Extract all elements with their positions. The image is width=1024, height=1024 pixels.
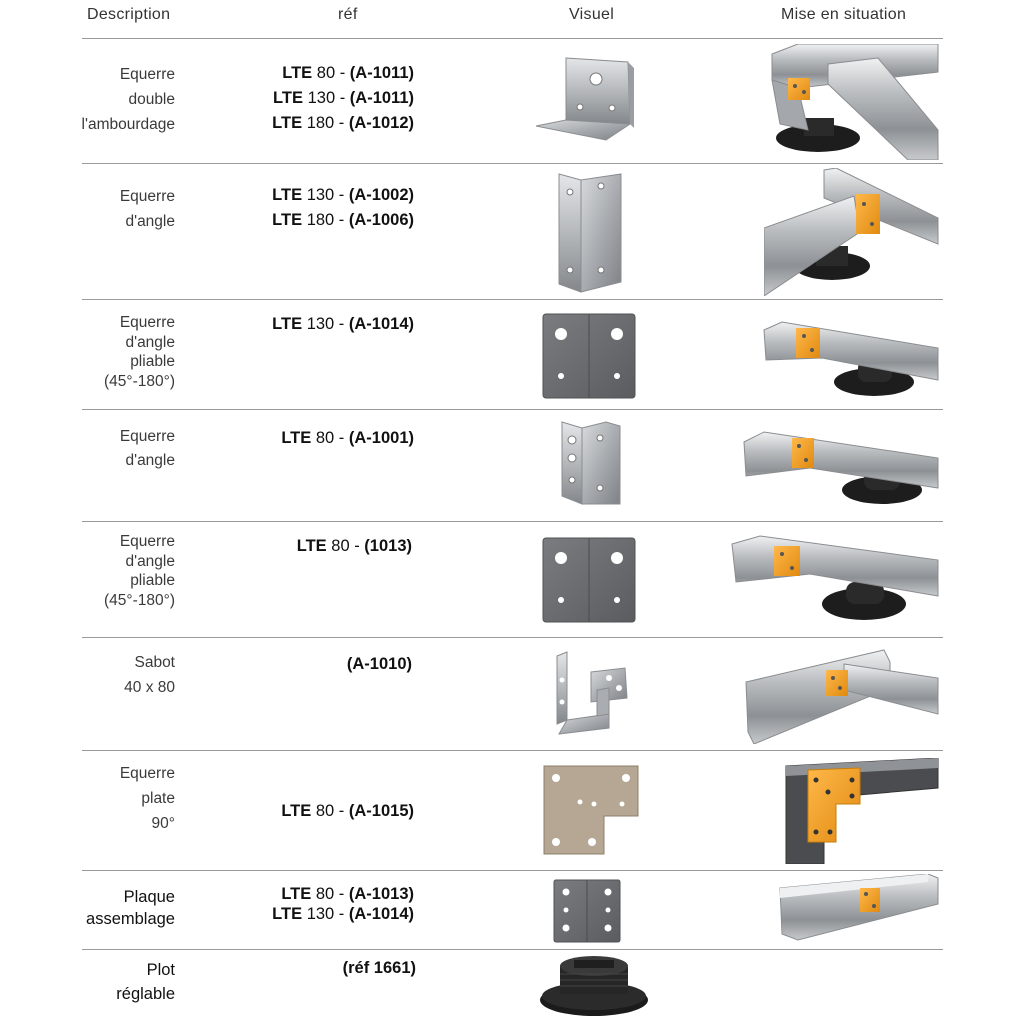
description-line: réglable [116,985,175,1003]
assembly-plate-visual [552,878,622,944]
row-6-refs [347,652,412,677]
row-divider [82,521,943,522]
row-9-refs [343,956,416,981]
double-bracket-situation [768,44,940,160]
row-divider [82,870,943,871]
row-divider [82,299,943,300]
description-line: assemblage [86,910,175,928]
header-visuel: Visuel [569,6,615,23]
angle-bracket-short-visual [556,418,626,508]
ref-line: (réf 1661) [342,959,416,977]
row-5-description [104,532,175,610]
foldable-plate-situation [762,318,940,402]
ref-line: (A-1010) [346,655,412,673]
angle-bracket-tall-visual [555,170,625,295]
row-9-description [116,958,175,1006]
description-line: double [128,91,175,108]
ref-line: LTE 130 - (A-1014) [272,905,414,923]
row-8-description [86,886,175,930]
description-line: Equerre [119,765,175,782]
row-3-description [104,313,175,391]
assembly-plate-situation [778,874,940,944]
description-line: d'angle [125,213,175,230]
description-line: Equerre [119,66,175,83]
ref-line: LTE 80 - (A-1001) [281,429,414,447]
description-line: Equerre [119,188,175,205]
sabot-visual [553,650,633,740]
description-line: d'angle [125,452,175,469]
row-divider [82,38,943,39]
row-divider [82,949,943,950]
angle-bracket-situation [764,168,940,296]
row-3-refs [272,312,414,337]
row-5-refs [297,534,412,559]
flat-bracket-situation [784,758,940,864]
flat-bracket-visual [542,764,642,856]
description-line: 40 x 80 [124,679,175,696]
row-divider [82,409,943,410]
row-2-description [120,184,175,234]
ref-line: LTE 80 - (A-1015) [281,802,414,820]
ref-line: LTE 80 - (A-1011) [282,64,414,82]
row-4-refs [281,426,414,451]
foldable-plate-2-situation [730,532,940,624]
row-2-refs [272,183,414,233]
description-line: 90° [151,815,175,832]
description-line: Plot [146,961,175,979]
row-7-description [120,761,175,836]
description-line: l'ambourdage [81,116,175,133]
description-line: Equerre [119,533,175,550]
header-situation: Mise en situation [781,6,907,23]
description-line: pliable [130,353,175,370]
description-line: Equerre [119,314,175,331]
row-1-description [82,62,175,137]
row-8-refs [272,884,414,924]
description-line: Equerre [119,428,175,445]
description-line: d'angle [125,552,175,570]
adjustable-pad-visual [538,950,650,1020]
header-ref: réf [338,6,358,23]
row-divider [82,637,943,638]
header-description: Description [87,6,171,23]
angle-bracket-short-situation [740,428,940,512]
ref-line: LTE 130 - (A-1011) [273,89,414,107]
sabot-situation [744,648,940,744]
description-line: plate [141,790,175,807]
ref-line: LTE 130 - (A-1002) [272,186,414,204]
ref-line: LTE 80 - (1013) [296,537,412,555]
ref-line: LTE 180 - (A-1012) [272,114,414,132]
row-divider [82,750,943,751]
foldable-plate-visual [541,312,637,400]
description-line: Plaque [123,888,175,906]
description-line: d'angle [125,333,175,351]
row-divider [82,163,943,164]
ref-line: LTE 180 - (A-1006) [272,211,414,229]
row-7-refs [281,799,414,824]
double-bracket-visual [530,52,640,147]
ref-line: LTE 80 - (A-1013) [281,885,414,903]
description-line: (45°-180°) [104,372,175,390]
description-line: Sabot [134,654,175,671]
description-line: pliable [130,572,175,589]
row-6-description [124,650,175,700]
foldable-plate-2-visual [541,536,637,624]
description-line: (45°-180°) [104,591,175,609]
row-1-refs [272,61,414,136]
ref-line: LTE 130 - (A-1014) [272,315,414,333]
row-4-description [120,425,175,473]
